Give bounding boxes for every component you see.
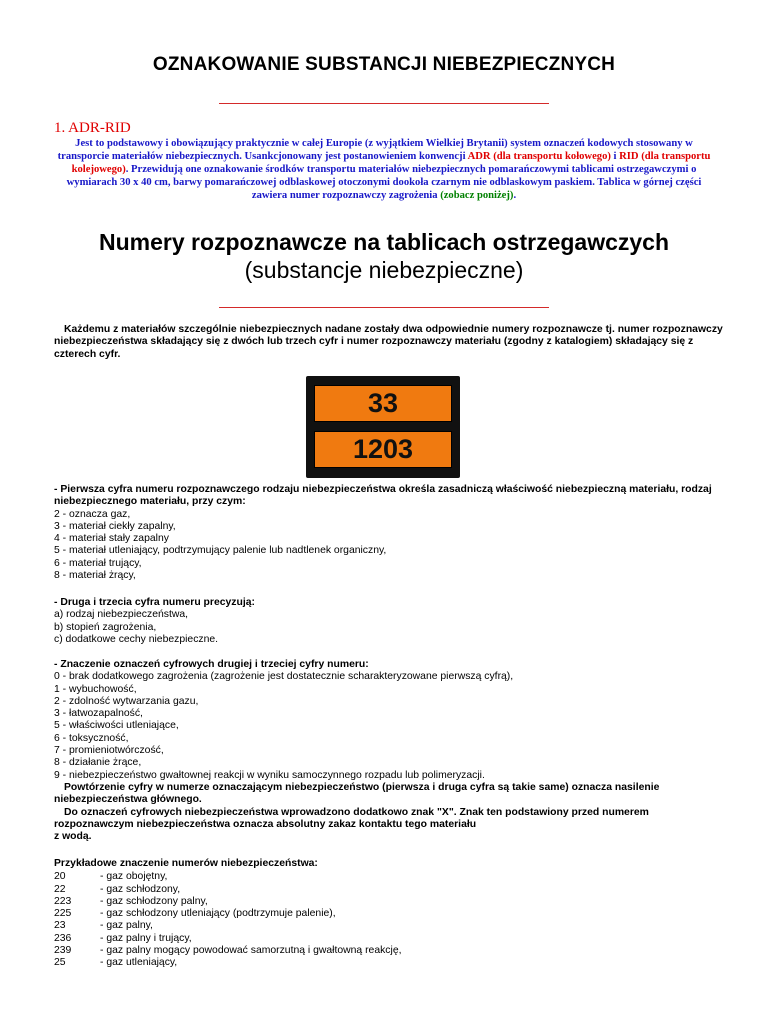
repeat-note: Powtórzenie cyfry w numerze oznaczającym niebezpieczeństwo (pierwsza i druga cyfra są takie same) oznacza nasilenie niebezpieczeństwa głównego. [54, 781, 660, 806]
intro-paragraph: Każdemu z materiałów szczególnie niebezpiecznych nadane zostały dwa odpowiednie numery rozpoznawcze tj. numer rozpoznawczy niebezpieczeństwa składający się z dwóch lub trzech cyfr i numer rozpoznawczy materiału (zgodny z katalogiem) składający się z czterech cyfr. [54, 324, 723, 360]
example-code: 225 [54, 908, 72, 920]
rid-label: RID (dla transportu kolejowego) [71, 151, 711, 175]
list-item: 5 - właściwości utleniające, [54, 720, 179, 732]
example-row [54, 884, 674, 896]
first-digit-heading: - Pierwsza cyfra numeru rozpoznawczego rodzaju niebezpieczeństwa określa zasadniczą właściwość niebezpieczną materiału, rodzaj niebezpiecznego materiału, przy czym: [54, 484, 712, 508]
list-item: 6 - materiał trujący, [54, 557, 142, 569]
meaning-section [54, 659, 724, 843]
adr-label: ADR (dla transportu kołowego) [467, 151, 611, 162]
example-code: 20 [54, 871, 66, 883]
example-row [54, 908, 674, 920]
example-row [54, 920, 674, 932]
adr-rid-heading: 1. ADR-RID [54, 120, 131, 136]
example-row [54, 957, 674, 969]
first-digit-section [54, 484, 724, 582]
examples-heading: Przykładowe znaczenie numerów niebezpieczeństwa: [54, 858, 318, 869]
list-item: 5 - materiał utleniający, podtrzymujący palenie lub nadtlenek organiczny, [54, 545, 387, 557]
x-note-end: z wodą. [54, 831, 92, 843]
section-heading [0, 228, 768, 284]
example-text: - gaz palny i trujący, [100, 932, 192, 944]
list-item: 7 - promieniotwórczość, [54, 745, 164, 757]
title-divider [219, 103, 549, 104]
list-item: 9 - niebezpieczeństwo gwałtownej reakcji w wyniku samoczynnego rozpadu lub polimeryzacji. [54, 769, 485, 781]
example-row [54, 945, 674, 957]
second-third-heading: - Druga i trzecia cyfra numeru precyzują: [54, 597, 255, 608]
example-text: - gaz schłodzony palny, [100, 895, 208, 907]
list-item: 6 - toksyczność, [54, 732, 129, 744]
example-code: 25 [54, 957, 66, 969]
example-text: - gaz obojętny, [100, 871, 168, 883]
list-item: 2 - zdolność wytwarzania gazu, [54, 695, 199, 707]
example-row [54, 933, 674, 945]
example-code: 239 [54, 945, 72, 957]
adr-rid-paragraph [54, 137, 714, 202]
list-item: 3 - łatwozapalność, [54, 708, 143, 720]
adr-end: . [513, 190, 517, 201]
un-number-panel: 1203 [314, 431, 452, 468]
example-code: 223 [54, 895, 72, 907]
meaning-heading: - Znaczenie oznaczeń cyfrowych drugiej i trzeciej cyfry numeru: [54, 659, 369, 670]
list-item: a) rodzaj niebezpieczeństwa, [54, 609, 188, 621]
section-heading-line2: (substancje niebezpieczne) [244, 257, 524, 283]
adr-and: i [610, 151, 620, 162]
examples-section [54, 858, 674, 970]
adr-text-2: . Przewidują one oznakowanie środków transportu materiałów niebezpiecznych pomarańczowymi tablicami ostrzegawczymi o wymiarach 30 x 40 cm, barwy pomarańczowej odblaskowej otoczonymi dookoła czarnym nie odblaskowym paskiem. Tablica w górnej części zawiera numer rozpoznawczy zagrożenia [66, 164, 702, 201]
second-third-section [54, 597, 724, 646]
list-item: 8 - materiał żrący, [54, 570, 136, 582]
section-divider [219, 307, 549, 308]
list-item: 1 - wybuchowość, [54, 683, 137, 695]
see-below-link[interactable]: (zobacz poniżej) [440, 190, 514, 201]
example-text: - gaz schłodzony, [100, 883, 181, 895]
example-text: - gaz palny, [100, 920, 153, 932]
hazard-number-panel: 33 [314, 385, 452, 422]
example-text: - gaz utleniający, [100, 957, 178, 969]
x-note: Do oznaczeń cyfrowych niebezpieczeństwa wprowadzono dodatkowo znak "X". Znak ten podstawiony przed numerem rozpoznawczym niebezpieczeństwa oznacza absolutny zakaz kontaktu tego materiału [54, 806, 649, 830]
hazard-plate [306, 376, 460, 478]
list-item: b) stopień zagrożenia, [54, 621, 157, 633]
list-item: 4 - materiał stały zapalny [54, 533, 169, 545]
example-row [54, 871, 674, 883]
example-row [54, 896, 674, 908]
list-item: 8 - działanie żrące, [54, 757, 142, 769]
list-item: 3 - materiał ciekły zapalny, [54, 520, 176, 532]
example-code: 22 [54, 883, 66, 895]
example-text: - gaz palny mogący powodować samorzutną i gwałtowną reakcję, [100, 945, 402, 957]
example-code: 23 [54, 920, 66, 932]
list-item: 0 - brak dodatkowego zagrożenia (zagrożenie jest dostatecznie scharakteryzowane pierwszą cyfrą), [54, 671, 514, 683]
section-heading-line1: Numery rozpoznawcze na tablicach ostrzegawczych [98, 229, 670, 255]
list-item: 2 - oznacza gaz, [54, 508, 131, 520]
example-code: 236 [54, 932, 72, 944]
list-item: c) dodatkowe cechy niebezpieczne. [54, 633, 219, 645]
example-text: - gaz schłodzony utleniający (podtrzymuje palenie), [100, 908, 336, 920]
page-title: OZNAKOWANIE SUBSTANCJI NIEBEZPIECZNYCH [152, 54, 616, 75]
adr-text-1: Jest to podstawowy i obowiązujący praktycznie w całej Europie (z wyjątkiem Wielkiej Brytanii) system oznaczeń kodowych stosowany w transporcie materiałów niebezpiecznych. Usankcjonowany jest postanowieniem konwencji [57, 138, 693, 162]
